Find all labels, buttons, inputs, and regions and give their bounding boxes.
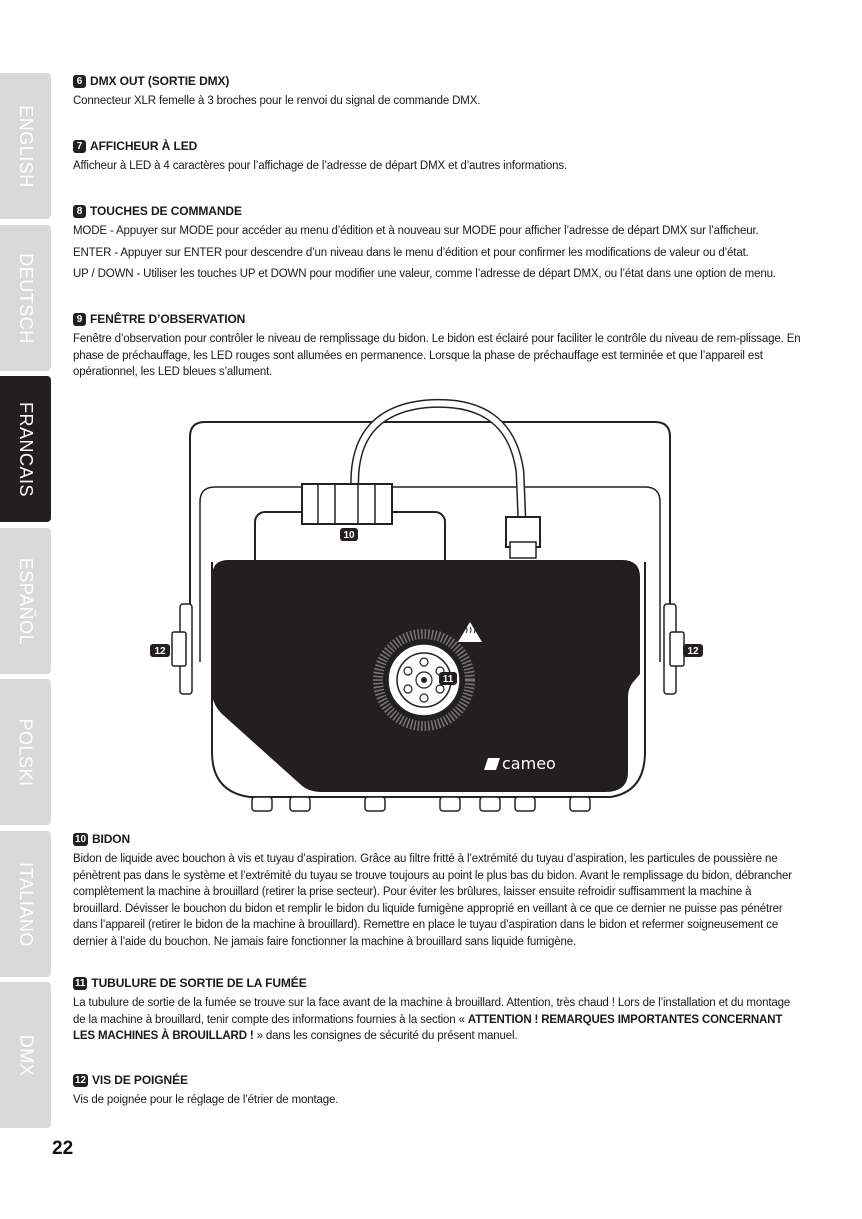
tab-francais[interactable]: FRANCAIS: [0, 376, 51, 522]
svg-text:10: 10: [343, 530, 355, 541]
brand-name: cameo: [502, 754, 556, 773]
section-control-buttons: [73, 204, 803, 288]
section-title: AFFICHEUR À LED: [90, 139, 198, 153]
svg-text:12: 12: [687, 646, 699, 657]
tank-cap: [302, 484, 392, 524]
fog-machine-illustration: [150, 392, 710, 822]
section-led-display: [73, 139, 803, 175]
section-tank: [73, 832, 803, 950]
section-heading: [73, 832, 803, 846]
section-number-badge: 11: [75, 977, 86, 989]
section-title: DMX OUT (SORTIE DMX): [90, 74, 230, 88]
section-heading: [73, 74, 803, 88]
mode-text: MODE - Appuyer sur MODE pour accéder au menu d’édition et à nouveau sur MODE pour afficher l’adresse de départ DMX sur l’afficheur.: [73, 225, 759, 237]
section-title: FENÊTRE D’OBSERVATION: [90, 312, 246, 326]
section-number-badge: 8: [73, 205, 86, 218]
tab-polski[interactable]: POLSKI: [0, 679, 51, 825]
handle-screw-left: [172, 604, 192, 694]
tab-espanol[interactable]: ESPAÑOL: [0, 528, 51, 674]
section-text: Connecteur XLR femelle à 3 broches pour le renvoi du signal de commande DMX.: [73, 95, 481, 107]
enter-text: ENTER - Appuyer sur ENTER pour descendre d’un niveau dans le menu d’édition et pour confirmer les modifications de valeur ou d’état.: [73, 246, 749, 259]
section-heading: [73, 312, 803, 326]
section-text: La tubulure de sortie de la fumée se trouve sur la face avant de la machine à brouillard. Attention, très chaud ! Lors de l’installation et du montage de la machine à brouillard, tenir compte des informations fournies à la section « ATTENTION ! REMARQUES IMPORTANTES CONCERNANT LES MACHINES À BROUILLARD ! » dans les consignes de sécurité du présent manuel.: [73, 997, 791, 1042]
section-handle-screw: [73, 1073, 803, 1109]
section-text: Bidon de liquide avec bouchon à vis et tuyau d’aspiration. Grâce au filtre fritté à l’extrémité du tuyau d’aspiration, les particules de poussière ne pénètrent pas dans le système et l’extrémité du tuyau se trouve toujours au point le plus bas du bidon. Avant le remplissage du bidon, débrancher complètement la machine à brouillard (retirer la prise secteur). Pour éviter les brûlures, laisser ensuite refroidir suffisamment la machine à brouillard. Dévisser le bouchon du bidon et remplir le bidon du liquide fumigène approprié en veillant à ce que ce dernier ne puisse pas pénétrer dans l’appareil (retirer le bidon de la machine à brouillard). Remettre en place le tuyau d’aspiration dans le bidon et refermer soigneusement ce dernier à l’aide du bouchon. Ne jamais faire fonctionner la machine à brouillard sans liquide fumigène.: [73, 853, 792, 948]
section-dmx-out: [73, 74, 803, 110]
section-number-badge: 9: [73, 313, 86, 326]
section-text: Vis de poignée pour le réglage de l’étrier de montage.: [73, 1094, 339, 1106]
tab-english[interactable]: ENGLISH: [0, 73, 51, 219]
svg-text:11: 11: [442, 674, 454, 685]
section-fog-output: [73, 976, 803, 1045]
machine-feet: [252, 797, 590, 811]
callout-12-left: [150, 644, 170, 657]
callout-12-right: [683, 644, 703, 657]
fog-machine-drawing: [150, 392, 710, 822]
section-number-badge: 10: [75, 833, 86, 845]
section-heading: [73, 204, 803, 218]
tab-deutsch[interactable]: DEUTSCH: [0, 225, 51, 371]
section-heading: [73, 976, 803, 990]
up-down-text: UP / DOWN - Utiliser les touches UP et DOWN pour modifier une valeur, comme l’adresse de départ DMX, ou l’état dans une option de menu.: [73, 268, 776, 280]
section-number-badge: 7: [73, 140, 86, 153]
section-text: Fenêtre d’observation pour contrôler le niveau de remplissage du bidon. Le bidon est éclairé pour faciliter le contrôle du niveau de rem-plissage. En phase de préchauffage, les LED rouges sont allumées en permanence. Lorsque la phase de préchauffage est terminée et que l’appareil est opérationnel, les LED bleues s’allument.: [73, 333, 801, 378]
page-number: 22: [52, 1138, 74, 1159]
section-title: TOUCHES DE COMMANDE: [90, 204, 242, 218]
section-heading: [73, 1073, 803, 1087]
handle-screw-right: [664, 604, 684, 694]
tab-dmx[interactable]: DMX: [0, 982, 51, 1128]
callout-10: [340, 528, 358, 541]
section-title: TUBULURE DE SORTIE DE LA FUMÉE: [91, 976, 307, 990]
section-title: VIS DE POIGNÉE: [91, 1073, 188, 1087]
callout-11: [439, 672, 457, 685]
section-text: Afficheur à LED à 4 caractères pour l’affichage de l’adresse de départ DMX et d’autres informations.: [73, 160, 568, 172]
section-observation-window: [73, 312, 803, 381]
svg-text:12: 12: [154, 646, 166, 657]
section-number-badge: 12: [75, 1074, 86, 1086]
tab-italiano[interactable]: ITALIANO: [0, 831, 51, 977]
section-title: BIDON: [91, 832, 131, 846]
safety-reference: ATTENTION ! REMARQUES IMPORTANTES CONCERNANT LES MACHINES À BROUILLARD !: [73, 1013, 783, 1042]
section-number-badge: 6: [73, 75, 86, 88]
section-heading: [73, 139, 803, 153]
